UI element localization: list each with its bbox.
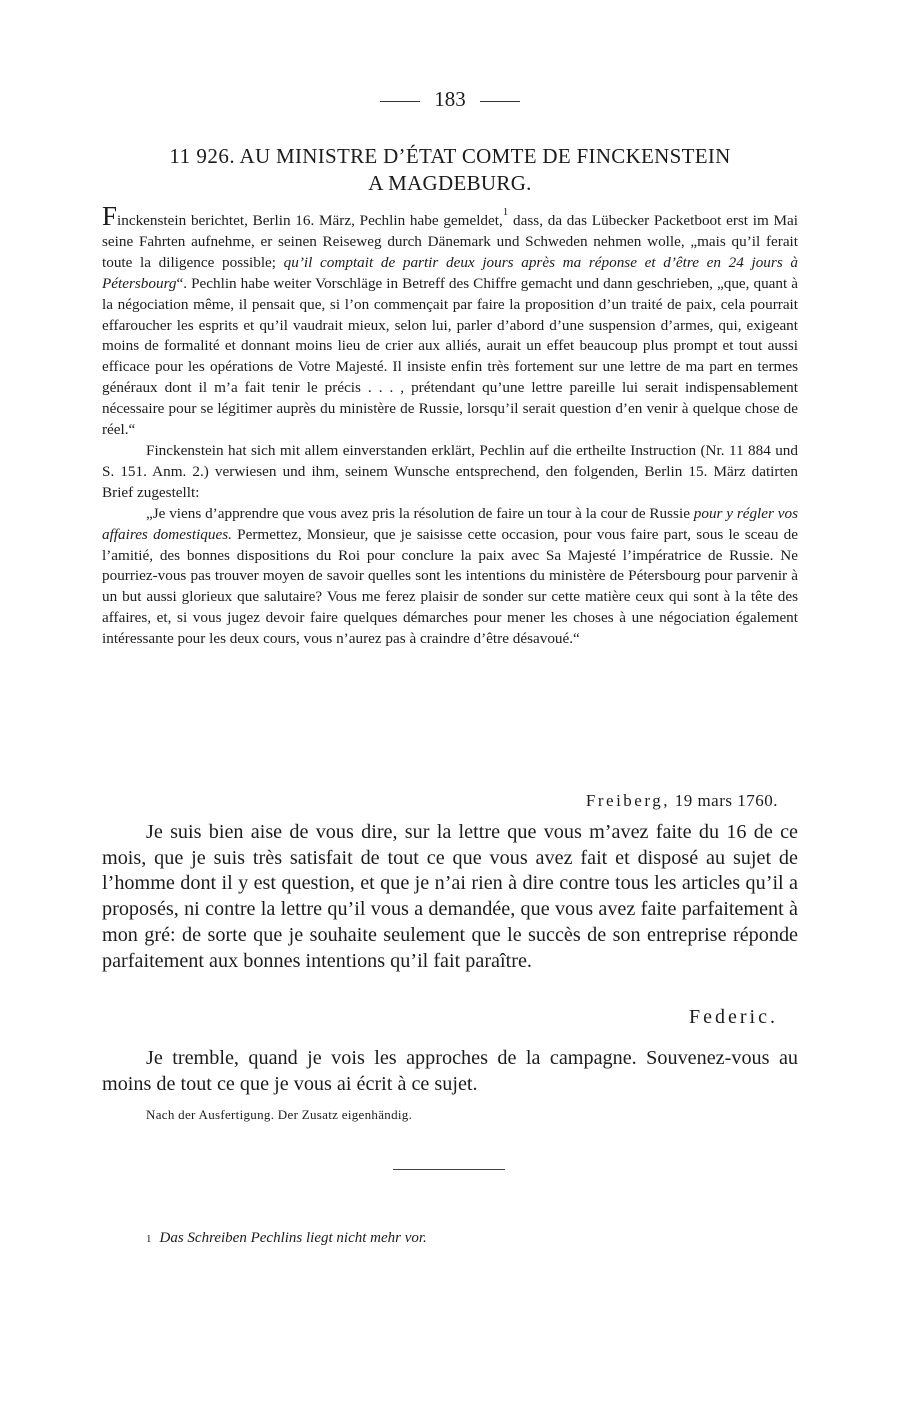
footnote-divider [393,1169,505,1170]
summary-paragraph-2: Finckenstein hat sich mit allem einverstanden erklärt, Pechlin auf die ertheilte Instruction (Nr. 11 884 und S. 151. Anm. 2.) verwiesen und ihm, seinem Wunsche entsprechend, den folgenden, Berlin 15. März datirten Brief zugestellt: [102,441,798,501]
quote-text: „Je viens d’apprendre que vous avez pris la résolution de faire un tour à la cour de Russie [146,504,690,522]
signature: Federic. [689,1006,778,1028]
source-note: Nach der Ausfertigung. Der Zusatz eigenhändig. [146,1107,413,1122]
quote-text: Permettez, Monsieur, que je saisisse cette occasion, pour vous faire part, sous le sceau de l’amitié, des bonnes dispositions du Roi pour conclure la paix avec Sa Majesté l’impératrice de Russie. Ne pourriez-vous pas trouver moyen de savoir quelles sont les intentions du ministère de Pétersbourg pour parvenir à un but aussi glorieux que salutaire? Vous me ferez plaisir de sonder sur cette matière ceux qui sont à la tête des affaires, et, si vous jugez devoir faire quelques démarches pour mener les choses à une négociation également intéressante pour les deux cours, vous n’aurez pas à craindre d’être désavoué.“ [102,525,798,648]
place: Freiberg, [585,791,670,810]
footnote [146,1228,427,1249]
letter-number: 11 926. [169,144,236,168]
summary-text: inckenstein berichtet, Berlin 16. März, Pechlin habe gemeldet, [117,212,503,229]
dateline [102,790,778,812]
letter-body [102,820,798,974]
page-header [0,86,900,112]
footnote-mark: 1 [146,1233,152,1245]
summary-italic: qu’il comptait de partir deux jours après ma réponse et d’être en 24 jours à Pétersbourg [102,253,798,292]
header-rule-left [380,101,420,102]
header-rule-right [480,101,520,102]
heading-line-2: A MAGDEBURG. [368,171,532,195]
summary-paragraph-1 [102,201,799,441]
date: 19 mars 1760. [669,791,778,810]
letter-paragraph: Je suis bien aise de vous dire, sur la lettre que vous m’avez faite du 16 de ce mois, que je suis très satisfait de tout ce que vous avez fait et disposé au sujet de l’homme dont il y est question, et que je n’ai rien à dire contre tous les articles qu’il a proposés, ni contre la lettre qu’il vous a demandée, que vous avez faite parfaitement à mon gré: de sorte que je souhaite seulement que le succès de son entreprise réponde parfaitement aux bonnes intentions qu’il fait paraître. [102,821,798,972]
postscript [102,1046,798,1097]
letter-heading [110,143,790,197]
summary-text: dass, da das Lübecker Packetboot erst im Mai seine Fahrten aufnehme, er seinen Reiseweg durch Dänemark und Schweden nehmen wolle, „mais qu’il ferait toute la diligence possible; [102,212,799,271]
drop-cap: F [102,201,118,231]
quote-italic: pour y régler vos affaires domestiques. [102,504,798,543]
page-number: 183 [434,87,466,111]
quoted-letter [102,504,798,650]
postscript-paragraph: Je tremble, quand je vois les approches de la campagne. Souvenez-vous au moins de tout ce que je vous ai écrit à ce sujet. [102,1047,798,1095]
editorial-summary [102,201,799,650]
footnote-reference: 1 [502,206,509,218]
footnote-text: Das Schreiben Pechlins liegt nicht mehr vor. [159,1230,427,1246]
summary-text: “. Pechlin habe weiter Vorschläge in Betreff des Chiffre gemacht und dann geschrieben, „que, quant à la négociation même, il pensait que, si l’on commençait par faire la proposition d’un traité de paix, cela pourrait effaroucher les esprits et qu’il vaudrait mieux, selon lui, parler d’abord d’une suspension d’armes, qui, exigeant moins de formalité et donnant moins lieu de crier aux alliés, aurait un effet beaucoup plus prompt et tout aussi efficace pour les opérations de Votre Majesté. Il insiste enfin très fortement sur une lettre de ma part en termes généraux dont il m’a fait tenir le précis . . . , prétendant qu’une lettre pareille lui serait indispensablement nécessaire pour se légitimer auprès du ministère de Russie, lorsqu’il serait question d’en venir à quelque chose de réel.“ [102,274,798,439]
heading-line-1: AU MINISTRE D’ÉTAT COMTE DE FINCKENSTEIN [239,144,731,168]
